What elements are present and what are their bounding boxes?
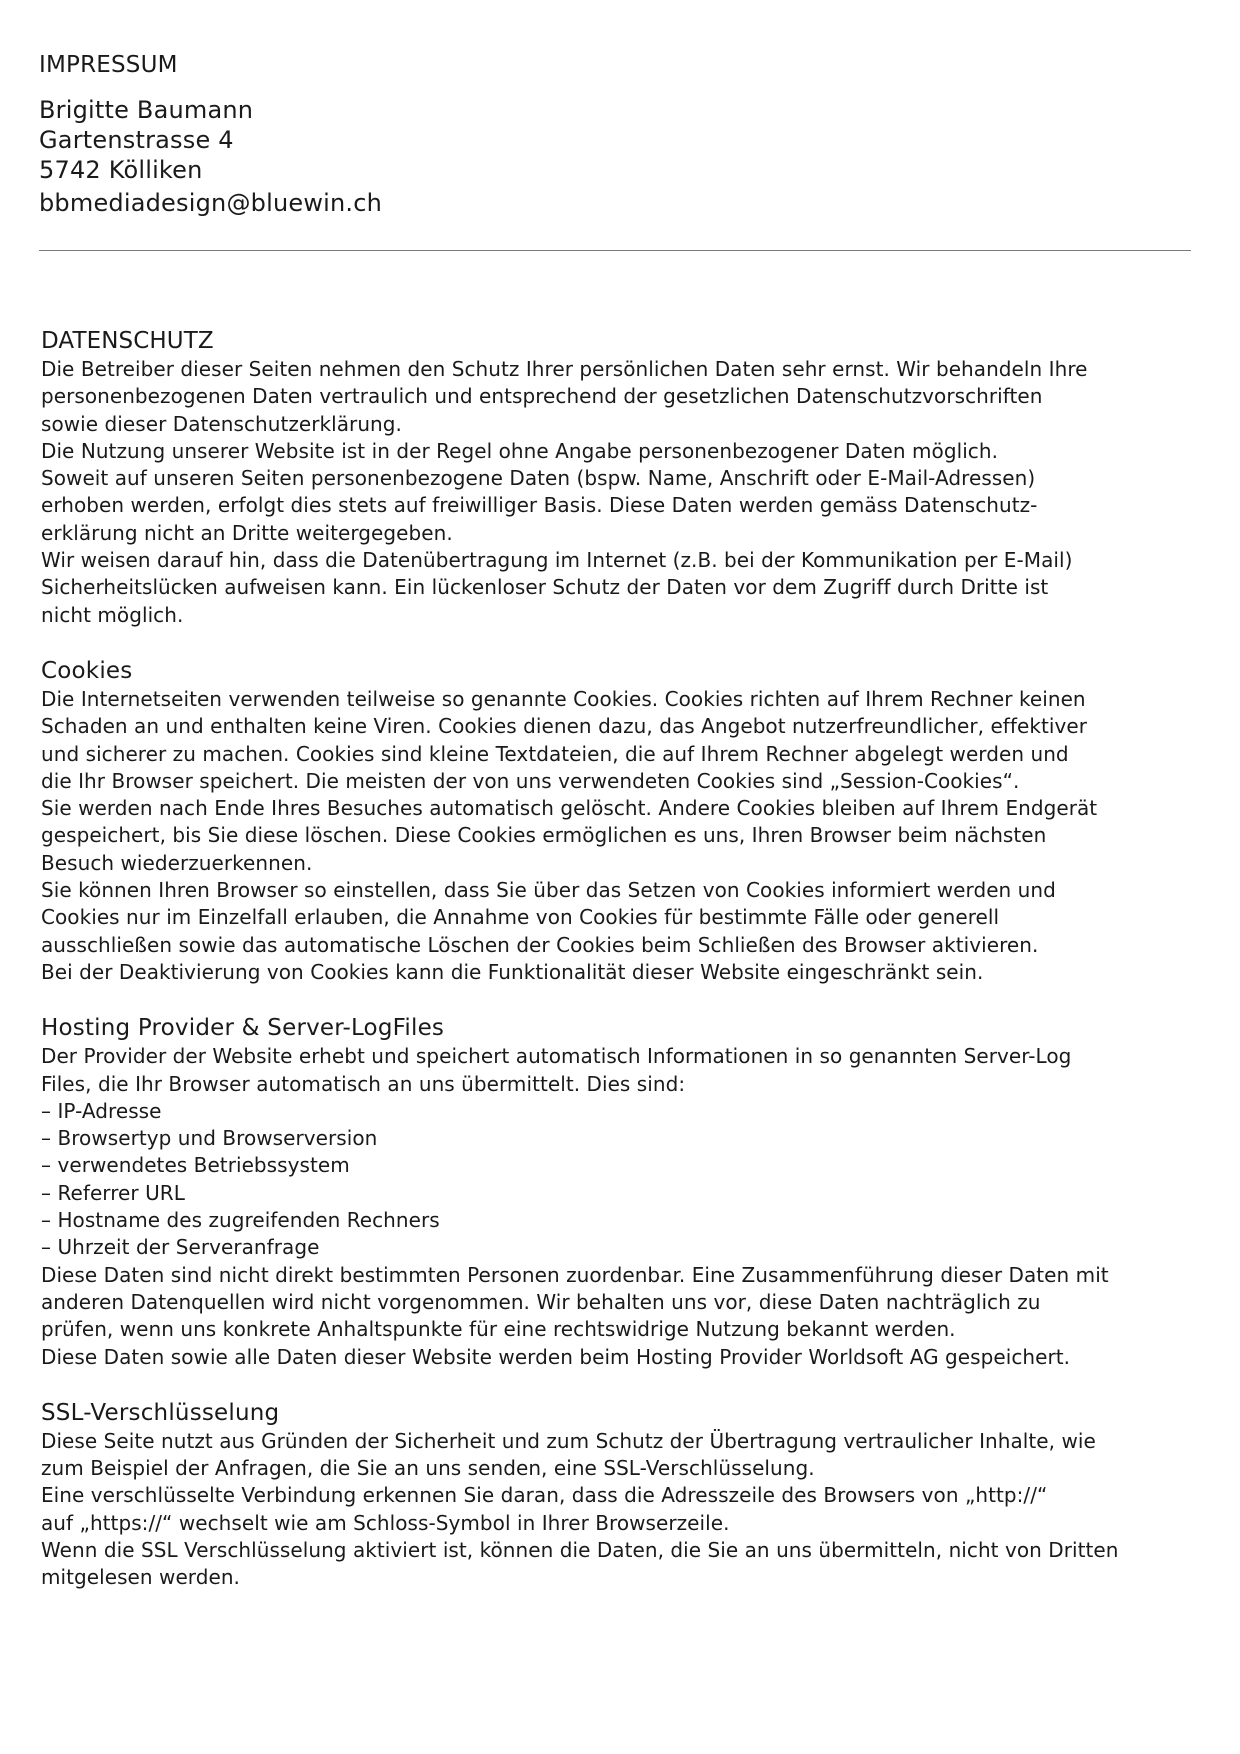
text-line: Eine verschlüsselte Verbindung erkennen Sie daran, dass die Adresszeile des Browsers von „http://“ [41,1483,1048,1508]
section-title-cookies: Cookies [41,657,133,684]
text-line: Sicherheitslücken aufweisen kann. Ein lückenloser Schutz der Daten vor dem Zugriff durch Dritte ist [41,575,1049,600]
horizontal-divider [39,250,1191,251]
impressum-title: IMPRESSUM [39,52,178,78]
text-line: Schaden an und enthalten keine Viren. Cookies dienen dazu, das Angebot nutzerfreundlicher, effektiver [41,714,1087,739]
text-line: mitgelesen werden. [41,1565,240,1590]
text-line: Der Provider der Website erhebt und speichert automatisch Informationen in so genannten Server-Log [41,1044,1072,1069]
impressum-block [39,48,1189,218]
text-line: Wir weisen darauf hin, dass die Datenübertragung im Internet (z.B. bei der Kommunikation per E-Mail) [41,548,1073,573]
text-line: personenbezogenen Daten vertraulich und entsprechend der gesetzlichen Datenschutzvorschriften [41,384,1043,409]
section-hosting [41,1013,1211,1371]
text-line: erhoben werden, erfolgt dies stets auf freiwilliger Basis. Diese Daten werden gemäss Datenschutz- [41,493,1038,518]
text-line: Diese Daten sowie alle Daten dieser Website werden beim Hosting Provider Worldsoft AG gespeichert. [41,1344,1071,1369]
text-line: Besuch wiederzuerkennen. [41,850,313,875]
section-ssl [41,1398,1211,1592]
list-item: – Referrer URL [41,1180,185,1205]
text-line: Files, die Ihr Browser automatisch an uns übermittelt. Dies sind: [41,1071,686,1096]
text-line: anderen Datenquellen wird nicht vorgenommen. Wir behalten uns vor, diese Daten nachträglich zu [41,1289,1041,1314]
list-item: – verwendetes Betriebssystem [41,1153,350,1178]
contact-name: Brigitte Baumann [39,96,254,124]
text-line: prüfen, wenn uns konkrete Anhaltspunkte für eine rechtswidrige Nutzung bekannt werden. [41,1317,956,1342]
section-datenschutz [41,326,1211,629]
text-line: die Ihr Browser speichert. Die meisten der von uns verwendeten Cookies sind „Session-Cookies“. [41,768,1020,793]
text-line: ausschließen sowie das automatische Löschen der Cookies beim Schließen des Browser aktivieren. [41,932,1039,957]
section-title-datenschutz: DATENSCHUTZ [41,328,214,354]
text-line: auf „https://“ wechselt wie am Schloss-Symbol in Ihrer Browserzeile. [41,1510,730,1535]
list-item: – IP-Adresse [41,1098,162,1123]
text-line: Bei der Deaktivierung von Cookies kann die Funktionalität dieser Website eingeschränkt sein. [41,959,984,984]
text-line: und sicherer zu machen. Cookies sind kleine Textdateien, die auf Ihrem Rechner abgelegt werden und [41,741,1069,766]
text-line: Cookies nur im Einzelfall erlauben, die Annahme von Cookies für bestimmte Fälle oder generell [41,905,1000,930]
section-body-hosting [41,1043,1211,1371]
text-line: nicht möglich. [41,602,184,627]
section-body-ssl [41,1428,1211,1592]
text-line: zum Beispiel der Anfragen, die Sie an uns senden, eine SSL-Verschlüsselung. [41,1456,815,1481]
section-body-cookies [41,686,1211,986]
section-title-ssl: SSL-Verschlüsselung [41,1399,280,1426]
contact-street: Gartenstrasse 4 [39,126,234,154]
text-line: Diese Seite nutzt aus Gründen der Sicherheit und zum Schutz der Übertragung vertraulicher Inhalte, wie [41,1428,1096,1453]
text-line: Sie werden nach Ende Ihres Besuches automatisch gelöscht. Andere Cookies bleiben auf Ihrem Endgerät [41,796,1098,821]
text-line: Die Internetseiten verwenden teilweise so genannte Cookies. Cookies richten auf Ihrem Rechner keinen [41,686,1086,711]
contact-city: 5742 Kölliken [39,156,203,184]
list-item: – Browsertyp und Browserversion [41,1126,378,1151]
text-line: Die Nutzung unserer Website ist in der Regel ohne Angabe personenbezogener Daten möglich. [41,438,998,463]
text-line: Sie können Ihren Browser so einstellen, dass Sie über das Setzen von Cookies informiert werden und [41,878,1056,903]
text-line: gespeichert, bis Sie diese löschen. Diese Cookies ermöglichen es uns, Ihren Browser beim nächsten [41,823,1047,848]
text-line: Soweit auf unseren Seiten personenbezogene Daten (bspw. Name, Anschrift oder E-Mail-Adressen) [41,466,1036,491]
list-item: – Hostname des zugreifenden Rechners [41,1208,440,1233]
text-line: sowie dieser Datenschutzerklärung. [41,411,402,436]
contact-email: bbmediadesign@bluewin.ch [39,189,383,217]
section-body-datenschutz [41,356,1211,629]
privacy-content [41,326,1211,1619]
text-line: Wenn die SSL Verschlüsselung aktiviert ist, können die Daten, die Sie an uns übermitteln, nicht von Dritten [41,1537,1119,1562]
section-cookies [41,656,1211,986]
text-line: erklärung nicht an Dritte weitergegeben. [41,520,453,545]
text-line: Diese Daten sind nicht direkt bestimmten Personen zuordenbar. Eine Zusammenführung dieser Daten mit [41,1262,1109,1287]
list-item: – Uhrzeit der Serveranfrage [41,1235,320,1260]
section-title-hosting: Hosting Provider & Server-LogFiles [41,1015,445,1042]
text-line: Die Betreiber dieser Seiten nehmen den Schutz Ihrer persönlichen Daten sehr ernst. Wir behandeln Ihre [41,357,1088,381]
